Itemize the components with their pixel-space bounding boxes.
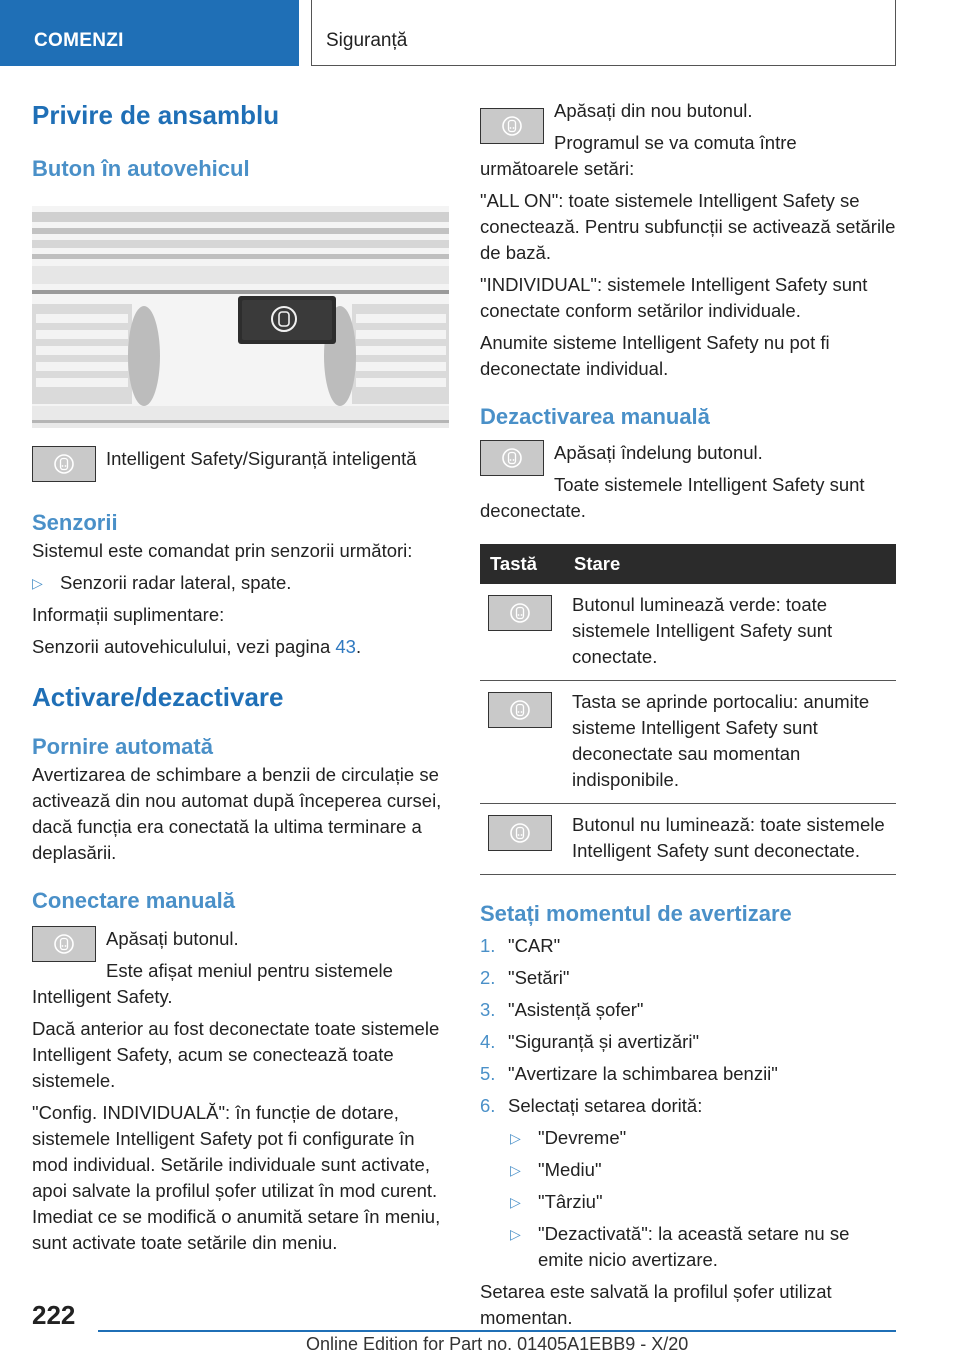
list-item: ▷ "Mediu" — [508, 1157, 896, 1183]
page-link-43[interactable]: 43 — [335, 636, 356, 657]
triangle-right-icon: ▷ — [32, 575, 43, 591]
intelligent-safety-icon — [488, 595, 552, 631]
right-column — [480, 98, 896, 1331]
status-table-header — [480, 544, 896, 584]
list-item: ▷ "Dezactivată": la această setare nu se emite nicio avertizare. — [510, 1223, 850, 1270]
intelligent-safety-icon — [488, 692, 552, 728]
page-number: 222 — [32, 1300, 76, 1330]
auto-start-text: Avertizarea de schimbare a benzii de circulație se activează din nou automat după începerea cursei, dacă funcția era conectată la ultima terminare a deplasării. — [32, 764, 442, 863]
col-key: Tastă — [480, 544, 564, 584]
triangle-right-icon: ▷ — [510, 1194, 521, 1210]
saved-text: Setarea este salvată la profilul șofer utilizat momentan. — [480, 1281, 832, 1328]
table-row — [480, 804, 896, 875]
chapter-title: Siguranță — [326, 30, 408, 51]
heading-sensors: Senzorii — [32, 510, 118, 535]
options-list — [508, 1125, 896, 1273]
state-off: Butonul nu luminează: toate sistemele Intelligent Safety sunt deconectate. — [564, 804, 896, 875]
heading-overview: Privire de ansamblu — [32, 100, 280, 130]
heading-manual-on: Conectare manuală — [32, 888, 235, 913]
list-item: 1. "CAR" — [480, 935, 561, 956]
press-again: Apăsați din nou butonul. — [554, 100, 753, 121]
sensors-list-item: ▷ Senzorii radar lateral, spate. — [32, 570, 449, 596]
intelligent-safety-icon — [480, 108, 544, 144]
heading-activation: Activare/dezactivare — [32, 682, 284, 712]
status-table — [480, 544, 896, 875]
list-item: 2. "Setări" — [480, 967, 570, 988]
individual-text: "INDIVIDUAL": sistemele Intelligent Safety sunt conectate conform setărilor individuale. — [480, 274, 868, 321]
all-on-text: "ALL ON": toate sistemele Intelligent Safety se conectează. Pentru subfuncții se activează setările de bază. — [480, 190, 896, 263]
intelligent-safety-icon — [32, 446, 96, 482]
intelligent-safety-icon — [488, 815, 552, 851]
more-info-label: Informații suplimentare: — [32, 604, 225, 625]
triangle-right-icon: ▷ — [510, 1226, 521, 1242]
dashboard-button-photo — [32, 206, 449, 428]
list-item: 5. "Avertizare la schimbarea benzii" — [480, 1063, 778, 1084]
button-caption: Intelligent Safety/Siguranță inteligentă — [106, 448, 417, 469]
steps-list — [480, 933, 896, 1119]
off-press: Apăsați îndelung butonul. — [554, 442, 763, 463]
dashboard-illustration — [32, 206, 449, 428]
manual-press: Apăsați butonul. — [106, 928, 239, 949]
sensors-reference: Senzorii autovehiculului, vezi pagina 43. — [32, 636, 362, 657]
section-tab — [0, 0, 299, 66]
state-orange: Tasta se aprinde portocaliu: anumite sisteme Intelligent Safety sunt deconectate sau momentan indisponibile. — [564, 681, 896, 804]
some-systems-text: Anumite sisteme Intelligent Safety nu pot fi deconectate individual. — [480, 332, 830, 379]
manual-p3: "Config. INDIVIDUALĂ": în funcție de dotare, sistemele Intelligent Safety pot fi configurate în mod individual. Setările individuale sunt activate, apoi salvate la profilul șofer utilizat în mod curent. Imediat ce se modifică o anumită setare în meniu, sunt activate toate setările din meniu. — [32, 1102, 441, 1253]
heading-manual-off: Dezactivarea manuală — [480, 404, 710, 429]
manual-off-block — [480, 440, 896, 524]
sensors-intro: Sistemul este comandat prin senzorii următori: — [32, 540, 413, 561]
section-title: COMENZI — [34, 30, 124, 51]
chapter-tab — [311, 0, 896, 66]
heading-button-in-vehicle: Buton în autovehicul — [32, 156, 250, 181]
list-item: ▷ "Târziu" — [508, 1189, 896, 1215]
manual-menu: Este afișat meniul pentru sistemele Intelligent Safety. — [32, 960, 393, 1007]
manual-p2: Dacă anterior au fost deconectate toate sistemele Intelligent Safety, acum se conectează toate sistemele. — [32, 1018, 440, 1091]
left-column — [32, 98, 449, 1256]
footer-edition: Online Edition for Part no. 01405A1EBB9 - X/20 — [306, 1334, 689, 1354]
toggle-text: Programul se va comuta între următoarele setări: — [480, 132, 797, 179]
press-again-block — [480, 98, 896, 182]
footer-rule — [98, 1330, 896, 1332]
col-state: Stare — [564, 544, 896, 584]
list-item: 3. "Asistență șofer" — [480, 999, 644, 1020]
heading-auto-start: Pornire automată — [32, 734, 213, 759]
intelligent-safety-icon — [480, 440, 544, 476]
list-item: 6. Selectați setarea dorită: — [480, 1095, 703, 1116]
list-item: ▷ "Devreme" — [508, 1125, 896, 1151]
intelligent-safety-icon — [32, 926, 96, 962]
triangle-right-icon: ▷ — [510, 1130, 521, 1146]
heading-warning-time: Setați momentul de avertizare — [480, 901, 792, 926]
manual-on-block — [32, 926, 449, 1010]
state-green: Butonul luminează verde: toate sistemele Intelligent Safety sunt conectate. — [564, 584, 896, 681]
triangle-right-icon: ▷ — [510, 1162, 521, 1178]
table-row — [480, 584, 896, 681]
off-result: Toate sistemele Intelligent Safety sunt deconectate. — [480, 474, 865, 521]
button-caption-block — [32, 446, 449, 488]
list-item: 4. "Siguranță și avertizări" — [480, 1031, 700, 1052]
table-row — [480, 681, 896, 804]
